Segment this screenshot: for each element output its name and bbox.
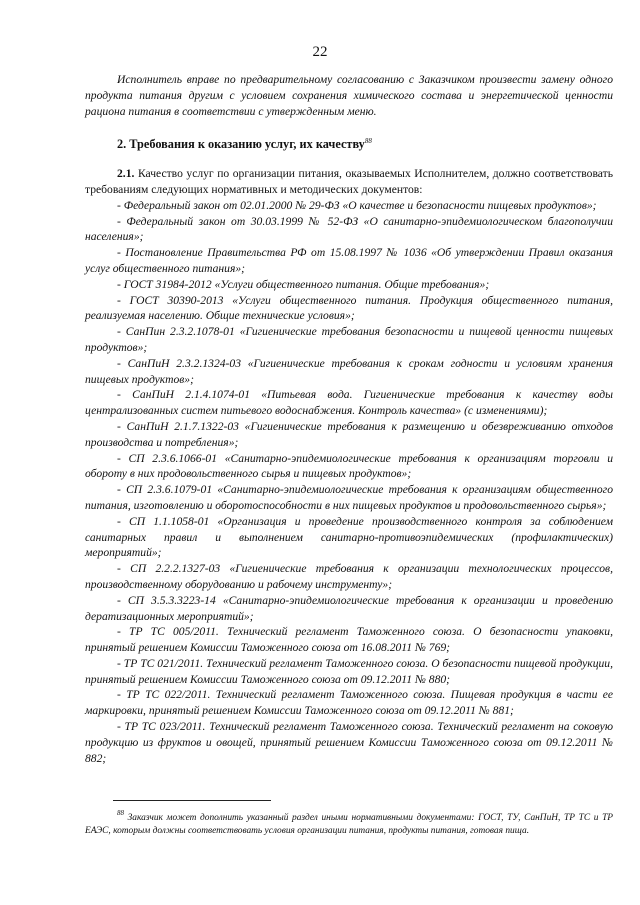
intro-paragraph: Исполнитель вправе по предварительному согласованию с Заказчиком произвести замену одного продукта питания другим с условием сохранения химического состава и энергетической ценности рациона питания в соответствии с утвержденным меню. bbox=[85, 73, 613, 118]
page-number: 22 bbox=[312, 44, 328, 60]
footnote-separator bbox=[113, 800, 271, 801]
regulation-item: - ГОСТ 30390-2013 «Услуги общественного питания. Продукция общественного питания, реализуемая населению. Общие технические условия»; bbox=[85, 293, 613, 323]
regulation-item: - СанПиН 2.3.2.1324-03 «Гигиенические требования к срокам годности и условиям хранения пищевых продуктов»; bbox=[85, 356, 613, 386]
regulation-item: - ТР ТС 005/2011. Технический регламент Таможенного союза. О безопасности упаковки, принятый решением Комиссии Таможенного союза от 16.08.2011 № 769; bbox=[85, 625, 613, 655]
clause-number: 2.1. bbox=[117, 167, 135, 181]
document-body bbox=[85, 72, 613, 766]
regulation-item: - СанПиН 2.1.7.1322-03 «Гигиенические требования к размещению и обезвреживанию отходов производства и потребления»; bbox=[85, 419, 613, 449]
section-footnote-mark: 88 bbox=[364, 137, 372, 146]
clause-paragraph bbox=[85, 166, 613, 198]
regulation-list bbox=[85, 198, 613, 767]
regulation-item: - СанПин 2.3.2.1078-01 «Гигиенические требования безопасности и пищевой ценности пищевых продуктов»; bbox=[85, 325, 613, 354]
regulation-item: - ТР ТС 022/2011. Технический регламент Таможенного союза. Пищевая продукция в части ее маркировки, принятый решением Комиссии Таможенного союза от 09.12.2011 № 881; bbox=[85, 688, 613, 718]
footnote-mark: 88 bbox=[117, 809, 124, 817]
regulation-item: - СП 2.3.6.1066-01 «Санитарно-эпидемиологические требования к организациям торговли и обороту в них продовольственного сырья и пищевых продуктов»; bbox=[85, 451, 613, 481]
regulation-item: - ТР ТС 023/2011. Технический регламент Таможенного союза. Технический регламент на соковую продукцию из фруктов и овощей, принятый решением Комиссии Таможенного союза от 09.12.2011 № 882; bbox=[85, 720, 613, 765]
footnote-text: Заказчик может дополнить указанный раздел иными нормативными документами: ГОСТ, ТУ, СанПиН, ТР ТС и ТР ЕАЭС, которым должны соответствовать условия организации питания, продукты питания, готовая пища. bbox=[85, 813, 614, 836]
regulation-item: - СанПиН 2.1.4.1074-01 «Питьевая вода. Гигиенические требования к качеству воды централизованных систем питьевого водоснабжения. Контроль качества» (с изменениями); bbox=[85, 388, 613, 418]
regulation-item: - СП 1.1.1058-01 «Организация и проведение производственного контроля за соблюдением санитарных правил и выполнением санитарно-противоэпидемических (профилактических) мероприятий»; bbox=[85, 514, 613, 560]
regulation-item: - СП 2.2.2.1327-03 «Гигиенические требования к организации технологических процессов, производственному оборудованию и рабочему инструменту»; bbox=[85, 562, 613, 591]
clause-text: Качество услуг по организации питания, оказываемых Исполнителем, должно соответствовать требованиям следующих нормативных и методических документов: bbox=[85, 167, 613, 196]
regulation-item: - Федеральный закон от 30.03.1999 № 52-ФЗ «О санитарно-эпидемиологическом благополучии населения»; bbox=[85, 214, 613, 244]
regulation-item: - СП 3.5.3.3223-14 «Санитарно-эпидемиологические требования к организации и проведению дератизационных мероприятий»; bbox=[85, 593, 613, 623]
regulation-item: - Федеральный закон от 02.01.2000 № 29-ФЗ «О качестве и безопасности пищевых продуктов»; bbox=[117, 198, 597, 212]
section-heading bbox=[85, 134, 613, 153]
regulation-item: - СП 2.3.6.1079-01 «Санитарно-эпидемиологические требования к организациям общественного питания, изготовлению и оборотоспособности в них пищевых продуктов и продовольственного сырья»; bbox=[85, 483, 613, 512]
regulation-item: - ГОСТ 31984-2012 «Услуги общественного питания. Общие требования»; bbox=[117, 277, 490, 291]
regulation-item: - ТР ТС 021/2011. Технический регламент Таможенного союза. О безопасности пищевой продукции, принятый решением Комиссии Таможенного союза от 09.12.2011 № 880; bbox=[85, 656, 613, 686]
section-title: 2. Требования к оказанию услуг, их качеству bbox=[117, 137, 365, 152]
regulation-item: - Постановление Правительства РФ от 15.08.1997 № 1036 «Об утверждении Правил оказания услуг общественного питания»; bbox=[85, 246, 613, 275]
footnote bbox=[85, 807, 613, 837]
